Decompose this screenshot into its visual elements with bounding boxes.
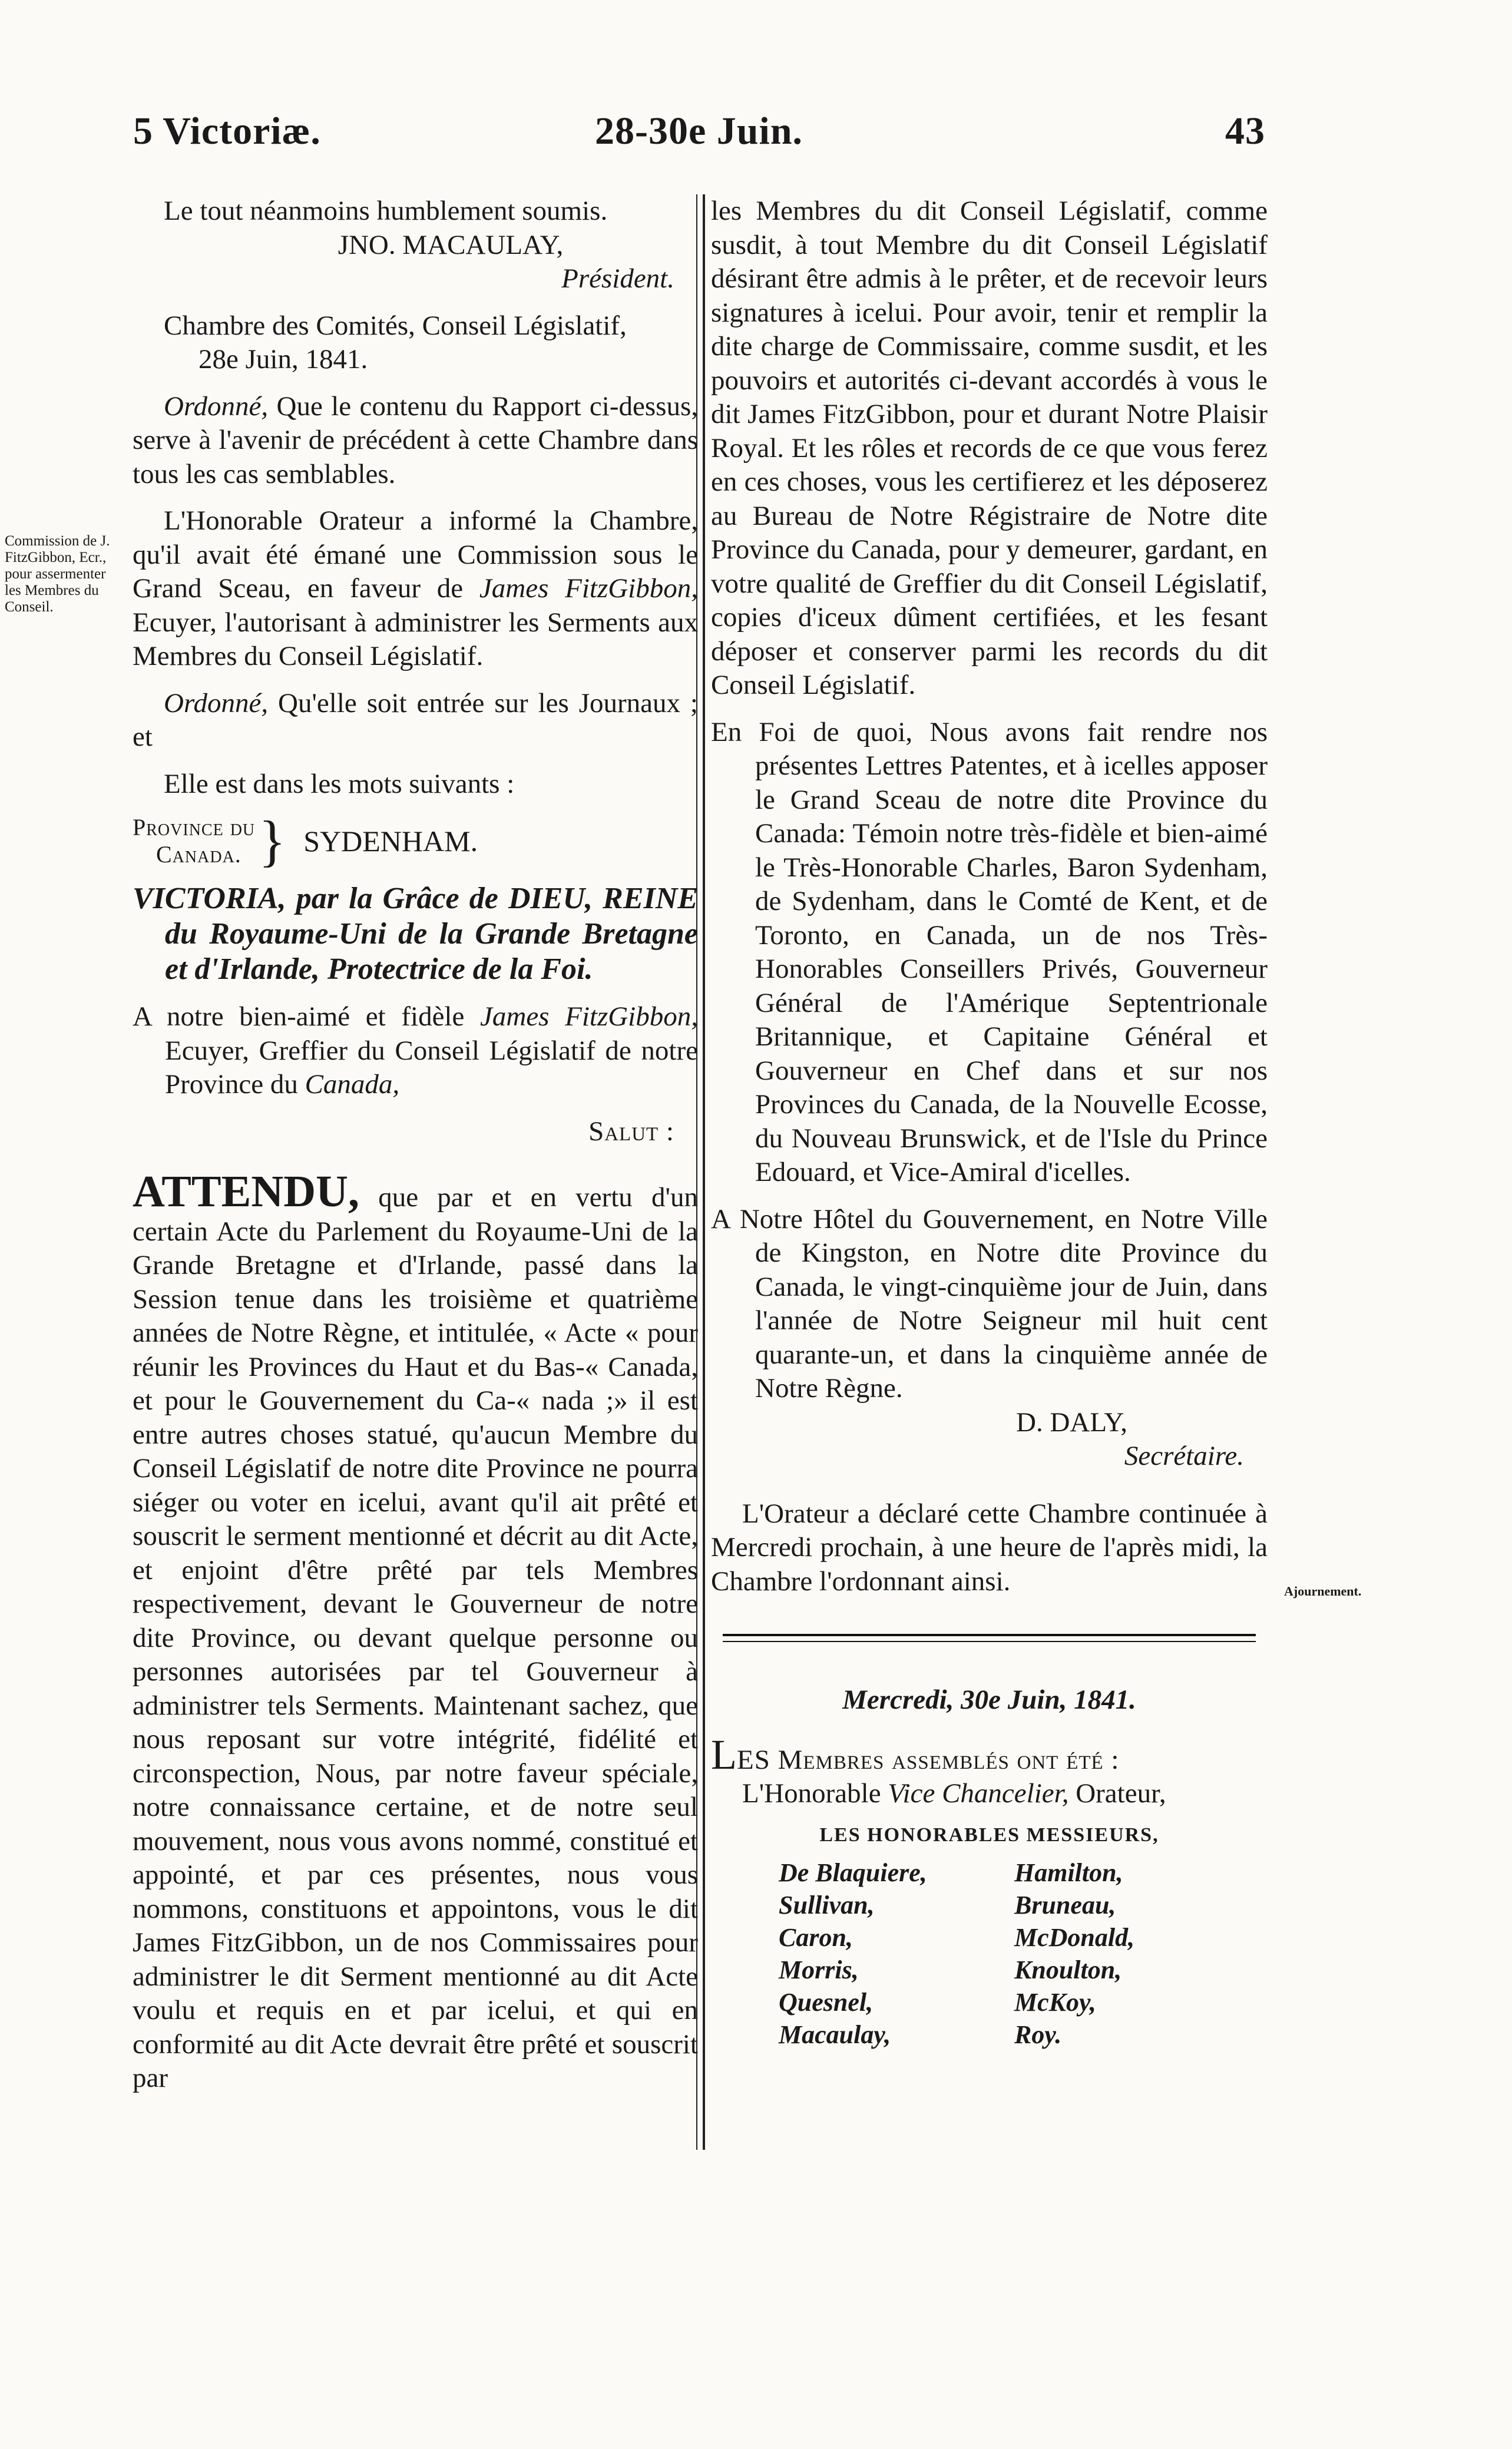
date-heading: Mercredi, 30e Juin, 1841. [842, 1684, 1136, 1715]
page-number: 43 [1225, 110, 1265, 153]
secretary-title: Secrétaire. [1124, 1441, 1244, 1471]
salutation: Salut : [588, 1116, 674, 1147]
royal-title: VICTORIA, par la Grâce de DIEU, REINE du Royaume-Uni de la Grande Bretagne et d'Irlande, Protectrice de la Foi. [133, 882, 698, 986]
report-signer-title: Président. [561, 263, 674, 294]
member-name: Sullivan, [779, 1891, 875, 1920]
running-header-reign: 5 Victoriæ. [133, 110, 321, 153]
member-name: McKoy, [1014, 1988, 1096, 2017]
order-paragraph-1: Ordonné, Que le contenu du Rapport ci-dessus, serve à l'avenir de précédent à cette Chambre dans tous les cas semblables. [133, 390, 698, 489]
given-at-paragraph: A Notre Hôtel du Gouvernement, en Notre Ville de Kingston, en Notre dite Province du Canada, le vingt-cinquième jour de Juin, dans l'année de Notre Seigneur mil huit cent quarante-un, et dans la cinquième année de Notre Règne. [711, 1203, 1268, 1404]
member-name: McDonald, [1014, 1923, 1135, 1952]
attendu-dropcap: ATTENDU, [133, 1167, 359, 1216]
order-paragraph-2: Ordonné, Qu'elle soit entrée sur les Journaux ; et [133, 687, 698, 752]
brace-symbol: } [259, 809, 286, 872]
province-label: Province du [133, 814, 256, 840]
section-divider [723, 1634, 1256, 1636]
assembled-line: LES Membres assemblés ont été : [711, 1730, 1120, 1778]
province-block [133, 809, 698, 872]
commission-continued: les Membres du dit Conseil Législatif, comme susdit, à tout Membre du dit Conseil Législatif désirant être admis à le prêter, et de recevoir leurs signatures à icelui. Pour avoir, tenir et remplir la dite charge de Commissaire, comme susdit, et les pouvoirs et autorités ci-devant accordés à vous le dit James FitzGibbon, pour et durant Notre Plaisir Royal. Et les rôles et records de ce que vous ferez en ces choses, vous les certifierez et les déposerez au Bureau de Notre Régistraire de Notre dite Province du Canada, pour y demeurer, gardant, en votre qualité de Greffier du dit Conseil Législatif, copies d'iceux dûment certifiées, et les fesant déposer et conserver parmi les records du dit Conseil Législatif. [711, 196, 1268, 700]
address-paragraph: A notre bien-aimé et fidèle James FitzGibbon, Ecuyer, Greffier du Conseil Législatif de notre Province du Canada, [133, 1001, 698, 1100]
following-words-line: Elle est dans les mots suivants : [164, 768, 515, 799]
report-date: 28e Juin, 1841. [198, 344, 368, 375]
report-signer: JNO. MACAULAY, [338, 229, 564, 260]
attendu-paragraph: ATTENDU, que par et en vertu d'un certain Acte du Parlement du Royaume-Uni de la Grande Bretagne et d'Irlande, passé dans la Session tenue dans les troisième et quatrième années de Notre Règne, et intitulée, « Acte « pour réunir les Provinces du Haut et du Bas-« Canada, et pour le Gouvernement du Ca-« nada ;» il est entre autres choses statué, qu'aucun Membre du Conseil Législatif de notre dite Province ne pourra siéger ou voter en icelui, avant qu'il ait prêté et souscrit le serment mentionné et décrit au dit Acte, et enjoint d'être prêté par tels Membres respectivement, devant le Gouverneur de notre dite Province, ou devant quelque personne ou personnes autorisées par tel Gouverneur à administrer tels Serments. Maintenant sachez, que nous reposant sur votre intégrité, fidélité et circonspection, Nous, par notre faveur spéciale, notre connaissance certaine, et de notre seul mouvement, nous vous avons nommé, constitué et appointé, et par ces présentes, nous vous nommons, constituons et appointons, vous le dit James FitzGibbon, un de nos Commissaires pour administrer le dit Serment mentionné au dit Acte voulu et requis en et par icelui, et qui en conformité au dit Acte devrait être prêté et souscrit par [133, 1167, 698, 2093]
speaker-line: L'Honorable Vice Chancelier, Orateur, [742, 1778, 1166, 1809]
province-name: Canada. [156, 841, 241, 868]
running-header-date: 28-30e Juin. [595, 110, 803, 153]
member-name: Roy. [1014, 2020, 1062, 2049]
right-column [711, 194, 1268, 2051]
attestation-paragraph: En Foi de quoi, Nous avons fait rendre nos présentes Lettres Patentes, et à icelles apposer le Grand Sceau de notre dite Province du Canada: Témoin notre très-fidèle et bien-aimé le Très-Honorable Charles, Baron Sydenham, de Sydenham, dans le Comté de Kent, et de Toronto, en Canada, un de nos Très-Honorables Conseillers Privés, Gouverneur Général de l'Amérique Septentrionale Britannique, et Capitaine Général et Gouverneur en Chef dans et sur nos Provinces du Canada, de la Nouvelle Ecosse, du Nouveau Brunswick, et de l'Isle du Prince Edouard, et Vice-Amiral d'icelles. [711, 716, 1268, 1187]
left-column [133, 194, 698, 2096]
report-place: Chambre des Comités, Conseil Législatif, [164, 310, 627, 341]
margin-note-adjournment: Ajournement. [1284, 1584, 1362, 1599]
members-heading: LES HONORABLES MESSIEURS, [819, 1823, 1159, 1846]
assembled-dropcap: L [711, 1730, 737, 1778]
member-name: Knoulton, [1014, 1955, 1122, 1984]
members-list [779, 1856, 1268, 2051]
member-name: Caron, [779, 1923, 853, 1952]
member-name: Morris, [779, 1955, 859, 1984]
margin-note-commission: Commission de J. FitzGibbon, Ecr., pour assermenter les Membres du Conseil. [5, 533, 110, 615]
commission-paragraph: L'Honorable Orateur a informé la Chambre, qu'il avait été émané une Commission sous le Grand Sceau, en faveur de James FitzGibbon, Ecuyer, l'autorisant à administrer les Serments aux Membres du Conseil Législatif. [133, 505, 698, 671]
adjournment-paragraph: L'Orateur a déclaré cette Chambre continuée à Mercredi prochain, à une heure de l'après midi, la Chambre l'ordonnant ainsi. [711, 1498, 1268, 1597]
column-rule [703, 194, 705, 2150]
member-name: Bruneau, [1014, 1891, 1116, 1920]
submission-line: Le tout néanmoins humblement soumis. [164, 196, 608, 226]
secretary-signer: D. DALY, [1016, 1406, 1127, 1438]
order-keyword: Ordonné, [164, 687, 269, 719]
section-divider-thin [723, 1641, 1256, 1642]
member-name: Hamilton, [1014, 1858, 1123, 1887]
member-name: De Blaquiere, [779, 1858, 927, 1887]
order-keyword: Ordonné, [164, 390, 269, 422]
member-name: Macaulay, [779, 2020, 891, 2049]
governor-signature: SYDENHAM. [303, 825, 478, 858]
member-name: Quesnel, [779, 1988, 874, 2017]
